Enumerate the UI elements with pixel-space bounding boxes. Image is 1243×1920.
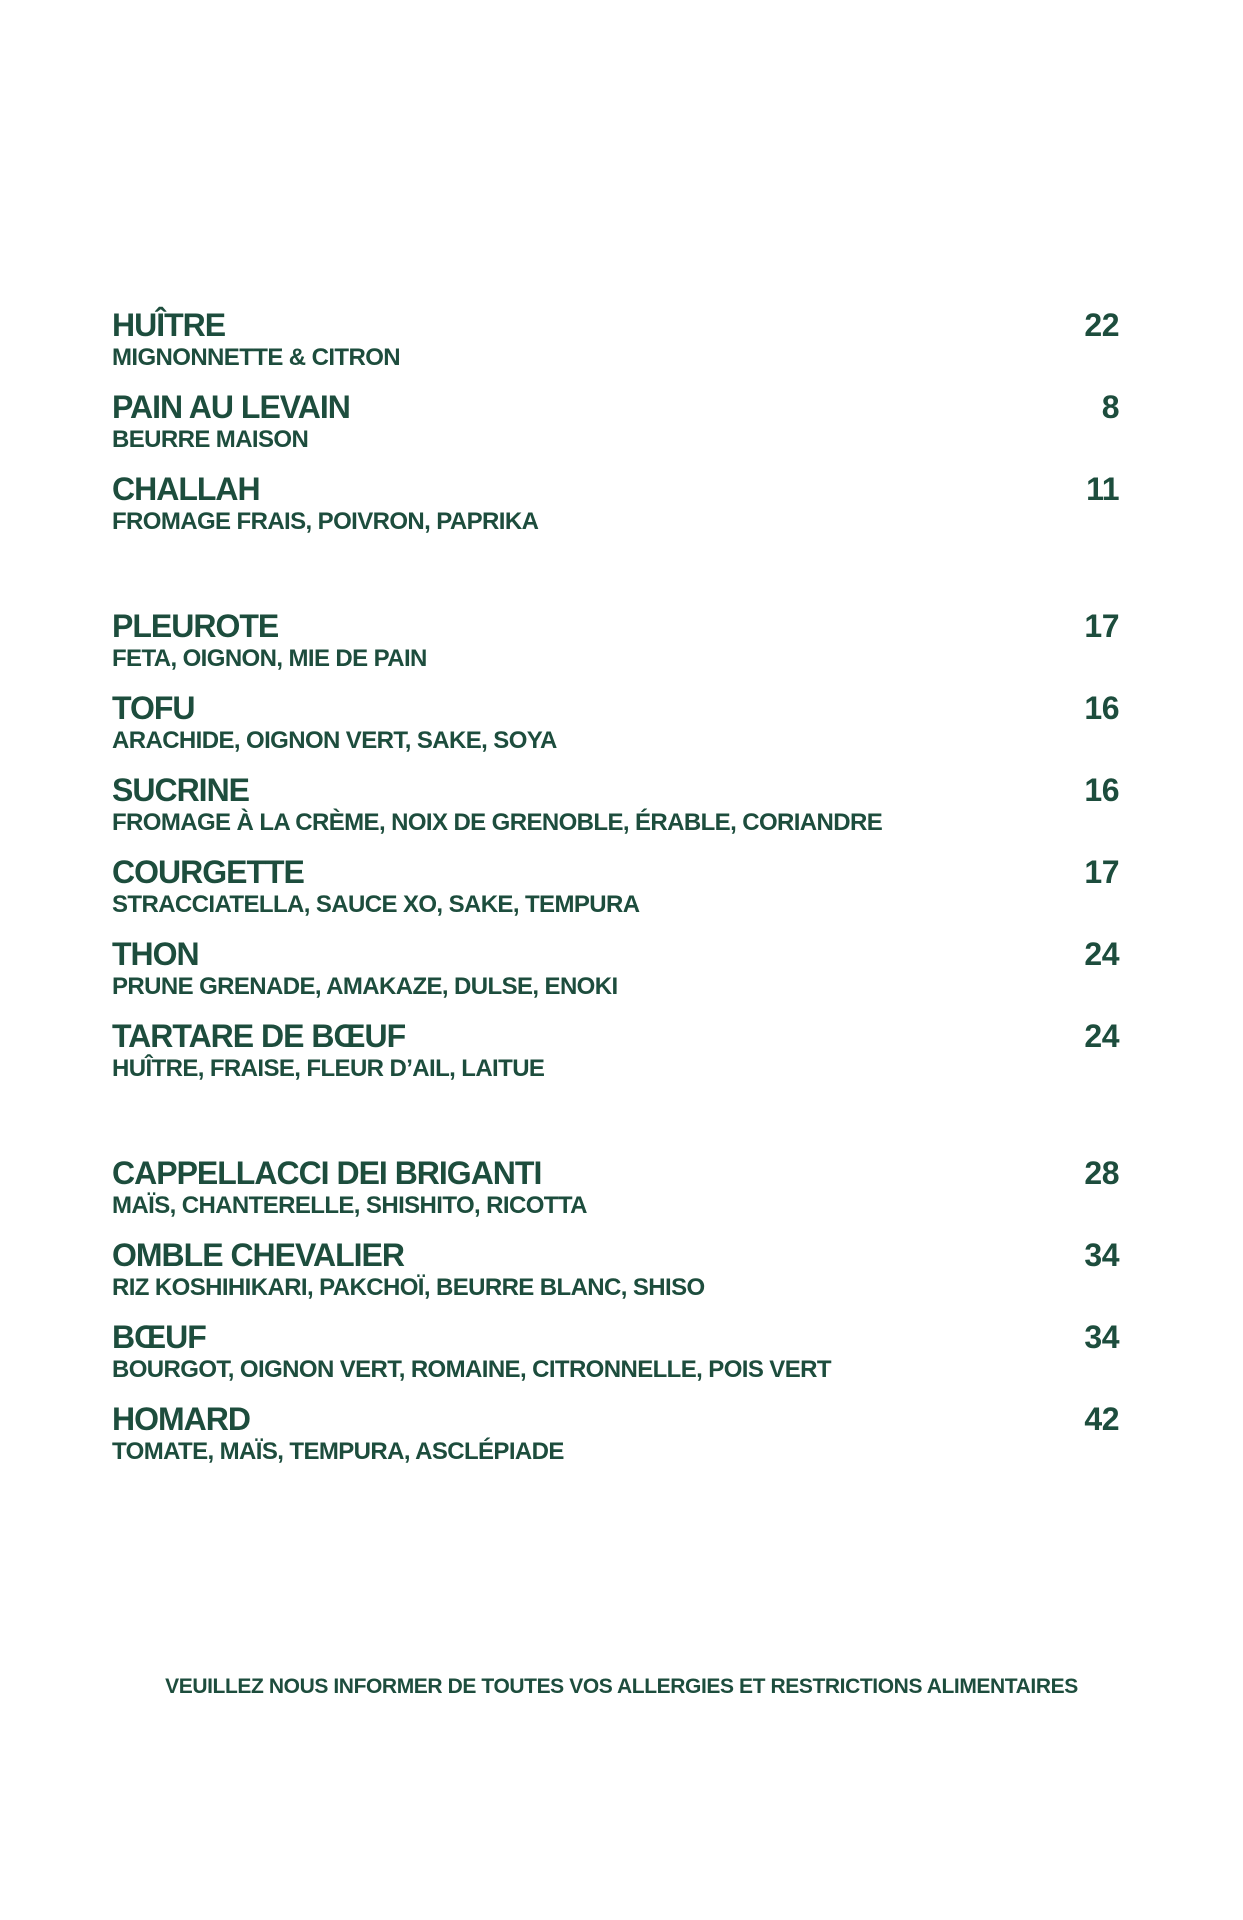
item-price: 22	[1084, 307, 1119, 343]
item-name: PLEUROTE	[112, 608, 279, 644]
menu-section-mains	[112, 1154, 1119, 1482]
menu-item	[112, 470, 1119, 552]
item-name: OMBLE CHEVALIER	[112, 1237, 404, 1273]
item-description: RIZ KOSHIHIKARI, PAKCHOÏ, BEURRE BLANC, SHISO	[112, 1274, 705, 1301]
item-name: TARTARE DE BŒUF	[112, 1018, 406, 1054]
menu-item	[112, 1017, 1119, 1099]
item-description: PRUNE GRENADE, AMAKAZE, DULSE, ENOKI	[112, 973, 618, 1000]
item-price: 8	[1101, 389, 1119, 425]
item-name: BŒUF	[112, 1319, 206, 1355]
allergy-notice: VEUILLEZ NOUS INFORMER DE TOUTES VOS ALLERGIES ET RESTRICTIONS ALIMENTAIRES	[165, 1675, 1078, 1698]
menu-item	[112, 1236, 1119, 1318]
item-name: PAIN AU LEVAIN	[112, 389, 350, 425]
item-price: 16	[1084, 690, 1119, 726]
item-description: TOMATE, MAÏS, TEMPURA, ASCLÉPIADE	[112, 1438, 564, 1465]
menu-item	[112, 689, 1119, 771]
item-description: ARACHIDE, OIGNON VERT, SAKE, SOYA	[112, 727, 557, 754]
item-description: FETA, OIGNON, MIE DE PAIN	[112, 645, 427, 672]
menu-item	[112, 1400, 1119, 1482]
item-description: MAÏS, CHANTERELLE, SHISHITO, RICOTTA	[112, 1192, 587, 1219]
item-description: BEURRE MAISON	[112, 426, 309, 453]
item-name: CHALLAH	[112, 471, 260, 507]
item-price: 28	[1084, 1155, 1119, 1191]
menu-section-starters	[112, 306, 1119, 552]
item-description: STRACCIATELLA, SAUCE XO, SAKE, TEMPURA	[112, 891, 640, 918]
menu-item	[112, 1154, 1119, 1236]
menu-item	[112, 771, 1119, 853]
item-price: 17	[1084, 608, 1119, 644]
item-name: TOFU	[112, 690, 195, 726]
menu-item	[112, 388, 1119, 470]
item-description: MIGNONNETTE & CITRON	[112, 344, 400, 371]
menu-item	[112, 1318, 1119, 1400]
item-price: 24	[1084, 936, 1119, 972]
item-description: HUÎTRE, FRAISE, FLEUR D’AIL, LAITUE	[112, 1055, 545, 1082]
item-price: 11	[1086, 471, 1119, 507]
item-price: 24	[1084, 1018, 1119, 1054]
menu-item	[112, 306, 1119, 388]
menu-section-small-plates	[112, 607, 1119, 1099]
item-price: 42	[1084, 1401, 1119, 1437]
item-name: SUCRINE	[112, 772, 250, 808]
item-price: 34	[1084, 1237, 1119, 1273]
item-name: THON	[112, 936, 199, 972]
menu-item	[112, 935, 1119, 1017]
item-name: CAPPELLACCI DEI BRIGANTI	[112, 1155, 542, 1191]
menu-item	[112, 607, 1119, 689]
item-description: FROMAGE FRAIS, POIVRON, PAPRIKA	[112, 508, 539, 535]
item-price: 16	[1084, 772, 1119, 808]
item-name: HOMARD	[112, 1401, 250, 1437]
item-description: FROMAGE À LA CRÈME, NOIX DE GRENOBLE, ÉRABLE, CORIANDRE	[112, 809, 883, 836]
item-price: 17	[1084, 854, 1119, 890]
menu-item	[112, 853, 1119, 935]
menu	[112, 306, 1119, 1482]
item-description: BOURGOT, OIGNON VERT, ROMAINE, CITRONNELLE, POIS VERT	[112, 1356, 831, 1383]
item-price: 34	[1084, 1319, 1119, 1355]
item-name: COURGETTE	[112, 854, 304, 890]
item-name: HUÎTRE	[112, 307, 226, 343]
